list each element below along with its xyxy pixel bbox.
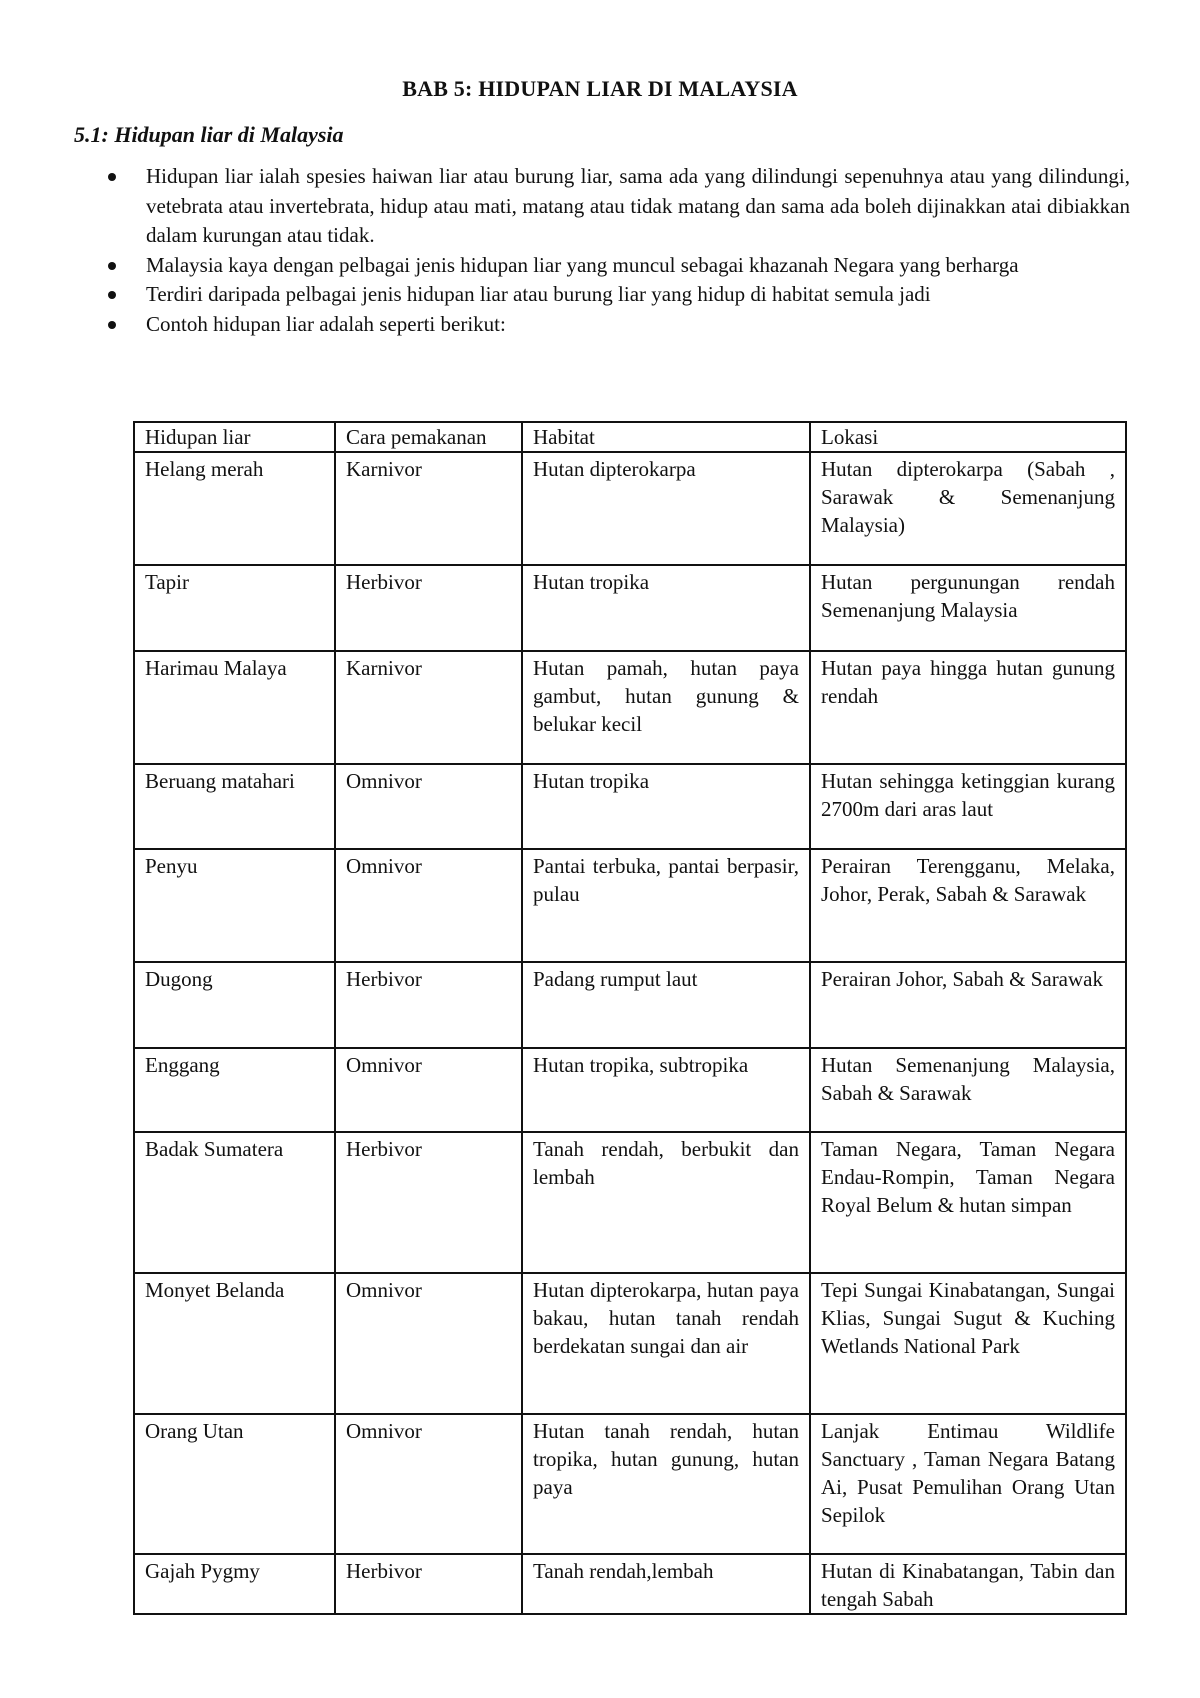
cell-habitat: Hutan tanah rendah, hutan tropika, hutan gunung, hutan paya — [522, 1414, 810, 1554]
cell-diet: Omnivor — [335, 849, 522, 962]
cell-diet: Omnivor — [335, 1048, 522, 1132]
cell-diet: Omnivor — [335, 1273, 522, 1414]
cell-habitat: Hutan pamah, hutan paya gambut, hutan gunung & belukar kecil — [522, 651, 810, 764]
cell-location: Hutan sehingga ketinggian kurang 2700m dari aras laut — [810, 764, 1126, 849]
table-row — [134, 452, 1126, 565]
list-item — [74, 251, 1130, 281]
cell-location: Hutan dipterokarpa (Sabah , Sarawak & Semenanjung Malaysia) — [810, 452, 1126, 565]
cell-animal: Monyet Belanda — [134, 1273, 335, 1414]
header-habitat: Habitat — [522, 422, 810, 452]
cell-habitat: Hutan tropika — [522, 764, 810, 849]
cell-diet: Omnivor — [335, 1414, 522, 1554]
cell-diet: Herbivor — [335, 1554, 522, 1614]
cell-animal: Tapir — [134, 565, 335, 651]
cell-animal: Badak Sumatera — [134, 1132, 335, 1273]
cell-habitat: Hutan tropika — [522, 565, 810, 651]
list-item — [74, 162, 1130, 251]
table-row — [134, 764, 1126, 849]
cell-animal: Dugong — [134, 962, 335, 1048]
bullet-icon — [108, 291, 116, 299]
list-item-text: Malaysia kaya dengan pelbagai jenis hidupan liar yang muncul sebagai khazanah Negara yang berharga — [146, 252, 1019, 277]
header-hidupan-liar: Hidupan liar — [134, 422, 335, 452]
section-heading: 5.1: Hidupan liar di Malaysia — [74, 122, 344, 147]
header-cara-pemakanan: Cara pemakanan — [335, 422, 522, 452]
table-row — [134, 1414, 1126, 1554]
list-item — [74, 280, 1130, 310]
header-lokasi: Lokasi — [810, 422, 1126, 452]
cell-diet: Karnivor — [335, 452, 522, 565]
cell-diet: Herbivor — [335, 565, 522, 651]
cell-location: Hutan di Kinabatangan, Tabin dan tengah Sabah — [810, 1554, 1126, 1614]
cell-location: Taman Negara, Taman Negara Endau-Rompin, Taman Negara Royal Belum & hutan simpan — [810, 1132, 1126, 1273]
list-item-text: Terdiri daripada pelbagai jenis hidupan liar atau burung liar yang hidup di habitat semula jadi — [146, 282, 931, 306]
cell-location: Perairan Terengganu, Melaka, Johor, Perak, Sabah & Sarawak — [810, 849, 1126, 962]
cell-habitat: Pantai terbuka, pantai berpasir, pulau — [522, 849, 810, 962]
cell-diet: Omnivor — [335, 764, 522, 849]
table-row — [134, 962, 1126, 1048]
cell-animal: Harimau Malaya — [134, 651, 335, 764]
list-item-text: Hidupan liar ialah spesies haiwan liar atau burung liar, sama ada yang dilindungi sepenuhnya atau yang dilindungi, vetebrata atau invertebrata, hidup atau mati, matang atau tidak matang dan sama ada boleh dijinakkan atai dibiakkan dalam kurungan atau tidak. — [146, 164, 1130, 247]
cell-diet: Herbivor — [335, 1132, 522, 1273]
cell-animal: Beruang matahari — [134, 764, 335, 849]
list-item-text: Contoh hidupan liar adalah seperti berikut: — [146, 311, 506, 336]
cell-habitat: Hutan tropika, subtropika — [522, 1048, 810, 1132]
bullet-icon — [108, 173, 116, 181]
cell-diet: Herbivor — [335, 962, 522, 1048]
bullet-list — [74, 162, 1130, 339]
cell-location: Hutan Semenanjung Malaysia, Sabah & Sarawak — [810, 1048, 1126, 1132]
page-title: BAB 5: HIDUPAN LIAR DI MALAYSIA — [402, 76, 798, 101]
cell-habitat: Tanah rendah,lembah — [522, 1554, 810, 1614]
table-row — [134, 1554, 1126, 1614]
cell-habitat: Padang rumput laut — [522, 962, 810, 1048]
table-row — [134, 1048, 1126, 1132]
cell-animal: Orang Utan — [134, 1414, 335, 1554]
table-row — [134, 565, 1126, 651]
cell-animal: Helang merah — [134, 452, 335, 565]
cell-diet: Karnivor — [335, 651, 522, 764]
wildlife-table — [133, 421, 1127, 1615]
cell-animal: Enggang — [134, 1048, 335, 1132]
cell-habitat: Hutan dipterokarpa, hutan paya bakau, hutan tanah rendah berdekatan sungai dan air — [522, 1273, 810, 1414]
bullet-icon — [108, 321, 116, 329]
cell-location: Lanjak Entimau Wildlife Sanctuary , Taman Negara Batang Ai, Pusat Pemulihan Orang Utan Sepilok — [810, 1414, 1126, 1554]
cell-animal: Penyu — [134, 849, 335, 962]
list-item — [74, 310, 1130, 340]
table-header-row — [134, 422, 1126, 452]
cell-location: Hutan pergunungan rendah Semenanjung Malaysia — [810, 565, 1126, 651]
cell-animal: Gajah Pygmy — [134, 1554, 335, 1614]
cell-habitat: Hutan dipterokarpa — [522, 452, 810, 565]
cell-location: Perairan Johor, Sabah & Sarawak — [810, 962, 1126, 1048]
cell-habitat: Tanah rendah, berbukit dan lembah — [522, 1132, 810, 1273]
table-row — [134, 1273, 1126, 1414]
cell-location: Tepi Sungai Kinabatangan, Sungai Klias, Sungai Sugut & Kuching Wetlands National Park — [810, 1273, 1126, 1414]
cell-location: Hutan paya hingga hutan gunung rendah — [810, 651, 1126, 764]
bullet-icon — [108, 262, 116, 270]
table-row — [134, 849, 1126, 962]
table-row — [134, 1132, 1126, 1273]
table-row — [134, 651, 1126, 764]
